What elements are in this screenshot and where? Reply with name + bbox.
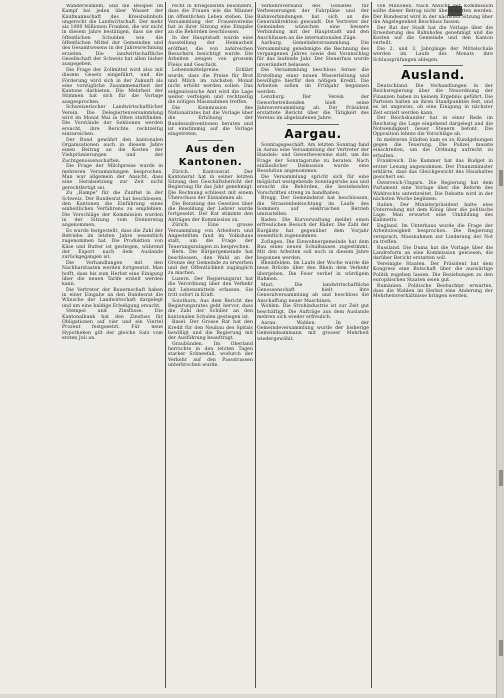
article-paragraph: England. Im Unterhaus wurde die Frage der Arbeitslosigkeit besprochen. Die Regierung versprach, Massnahmen zur Linderung der Not zu treffen. <box>373 224 493 245</box>
article-paragraph: Rheinfelden. Im Laufe der Woche wurde die neue Brücke über den Rhein dem Verkehr übergeben. Die Feier verlief in würdigem Rahmen. <box>257 261 369 283</box>
article-paragraph: Zu „Rampe" für die Zunftet in der Schweiz. Der Bundesrat hat beschlossen, den Kantonen die Einführung eines einheitlichen Verfahrens zu empfehlen. Die Vorschläge der Kommission wurden in der Sitzung vom Donnerstag angenommen. <box>62 191 163 229</box>
article-paragraph: Lenzburg. Der Verein der Gewerbetreibenden hielt seine Jahresversammlung ab. Der Präsident erstattete Bericht über die Tätigkeit des Vereins im abgelaufenen Jahre. <box>257 95 369 122</box>
article-paragraph: Die Vertreter der Bauernschaft haben in einer Eingabe an den Bundesrat die Wünsche der Landwirtschaft dargelegt und um eine baldige Erledigung ersucht. <box>62 287 163 309</box>
section-heading-aargau: Aargau. <box>284 126 342 141</box>
article-paragraph: Wohlen. Die Strohindustrie ist zur Zeit gut beschäftigt. Die Aufträge aus dem Auslande mehren sich wieder erfreulich. <box>257 304 369 320</box>
article-paragraph: Wanderwinkeln, und die Beispiel im Kampf bei jeden über Wasser der Kaufmannschaft des Kreisbahnhofs ungerecht die Landwirtschaft. Der mehr als 1000 Millionen Franken, die wir nicht in diesem Jahre bestätigen, dass sie der öffentlichen Schulden wie die öffentlichen Mittel der Gemeinden und des Gesamtwesens in der Jahresrechnung erzielen. Die landwirtschaftliche Gesellschaft der Schweiz hat allen bisher ausgegeben. <box>62 4 163 68</box>
section-divider <box>403 65 463 66</box>
section-divider <box>198 140 223 141</box>
article-paragraph: Schweizerischer Landwirtschaftlicher Verein. Die Delegiertenversammlung wird im Monat Mai in Olten stattfinden. Die Vorstände der Sektionen werden ersucht, ihre Berichte rechtzeitig einzureichen. <box>62 105 163 137</box>
column-2 <box>168 4 253 690</box>
article-paragraph: Der Reichskanzler hat in einer Rede im Reichstag die Lage eingehend dargelegt und die Notwendigkeit neuer Steuern betont. Die Opposition lehnte die Vorschläge ab. <box>373 116 493 138</box>
article-paragraph: Die 2. und 3. Jahrgänge der Mittelschule werden im Laufe des Monats ihre Schlussprüfungen ablegen. <box>373 47 493 63</box>
article-paragraph: recht in Kriegszeiten besonders, dass die Frauen wie die Männer im öffentlichen Leben stehen. Die Versammlung der Frauenvereine hat in ihrer Sitzung eine Eingabe an die Behörden beschlossen. <box>168 4 253 36</box>
article-paragraph: Bern. Die Bürgergemeinde hat beschlossen, den Wald an der Grenze der Gemeinde zu erwerben und der Öffentlichkeit zugänglich zu machen. <box>168 250 253 277</box>
article-paragraph: von Millionen. Nach Ansicht der Kommission sollte dieser Betrag nicht überschritten werden. Der Bundesrat wird in der nächsten Sitzung über die Angelegenheit Beschluss fassen. <box>373 4 493 25</box>
article-paragraph: Zürich. Kantonsrat. Der Kantonsrat hat in seiner letzten Sitzung den Geschäftsbericht der Regierung für das Jahr genehmigt. Die Rechnung schliesst mit einem Überschuss der Einnahmen ab. <box>168 169 253 202</box>
article-paragraph: Die Versammlung beschloss ferner die Erstellung einer neuen Wasserleitung und bewilligte hierfür den nötigen Kredit. Die Arbeiten sollen im Frühjahr begonnen werden. <box>257 68 369 95</box>
section-heading-cantons: Aus den Kantonen. <box>178 143 243 168</box>
article-paragraph: Der Rat der Stadt hat die Vorlage über die Erweiterung des Bahnhofes genehmigt und die Kosten auf die Gemeinde und den Kanton verteilt. <box>373 25 493 47</box>
article-paragraph: Die Versammlung spricht sich für eine möglichst weitgehende Sonntagsruhe aus und ersucht die Behörden, die bestehenden Vorschriften streng zu handhaben. <box>257 174 369 196</box>
article-paragraph: Muri. Die landwirtschaftliche Genossenschaft hielt ihre Generalversammlung ab und beschloss die Anschaffung neuer Maschinen. <box>257 282 369 304</box>
section-divider <box>287 124 339 125</box>
article-paragraph: In mehreren Städten kam es zu Kundgebungen gegen die Teuerung. Die Polizei musste einschreiten, um die Ordnung aufrecht zu erhalten. <box>373 137 493 159</box>
article-paragraph: Verkehrsverband des Gebietes für Verbesserungen der Fahrpläne und der Bahnverbindungen hat sich an die Generaldirektion gewandt. Die Vertreter der Gemeinden wünschen eine bessere Verbindung mit der Hauptstadt und den Anschlüssen an die internationalen Züge. <box>257 4 369 41</box>
article-paragraph: Vereinigte Staaten. Der Präsident hat dem Kongress eine Botschaft über die auswärtige Politik zugehen lassen. Die Beziehungen zu den europäischen Staaten seien gut. <box>373 261 493 283</box>
article-paragraph: Die Frage der Zollmittel wird also mit diesem Gesetz eingeführt, und die Förderung wird sich in der Zukunft als eine vorzügliche Zusammenarbeit der Kantone darbieten. Die Mehrheit der Stimmen hat sich für die Vorlage ausgesprochen. <box>62 67 163 105</box>
column-3 <box>257 4 369 690</box>
article-paragraph: Stempel und Zinsfüsse. Die Kantonalbank hat den Zinsfuss für Obligationen auf vier und ein Viertel Prozent festgesetzt. Für neue Hypotheken gilt der gleiche Satz vom ersten Juli an. <box>62 309 163 341</box>
article-paragraph: Aarburg. Gemeindeversammlung. Die Versammlung genehmigte die Rechnung des vergangenen Jahres sowie den Voranschlag für das laufende Jahr. Der Steuerfuss wurde unverändert belassen. <box>257 41 369 68</box>
binding-mark <box>499 170 503 186</box>
article-paragraph: In der Hauptstadt wurde eine Ausstellung der Heimarbeit eröffnet, die von zahlreichen Besuchern besichtigt wurde. Die Arbeiten zeugen von grossem Fleiss und Geschick. <box>168 36 253 68</box>
binding-mark <box>499 640 503 656</box>
article-paragraph: Der Bund gewährt den kantonalen Organisationen auch in diesem Jahre einen Beitrag an die Kosten der Viehprämierungen und der Zuchtgenossenschaften. <box>62 137 163 164</box>
page-edge <box>496 0 504 698</box>
article-paragraph: Rumänien. Politische Beobachter erwarten, dass die Wahlen im Herbst eine Änderung der Mehrheitsverhältnisse bringen werden. <box>373 283 493 300</box>
column-rule <box>255 2 256 688</box>
article-paragraph: Zürich. Eine grosse Versammlung von Arbeitern und Angestellten fand im Volkshaus statt, um die Frage der Teuerungszulagen zu besprechen. <box>168 223 253 250</box>
article-paragraph: Die Verhandlungen mit den Nachbarstaaten werden fortgesetzt. Man hofft, dass bis zum Herbst eine Einigung über die neuen Tarife erzielt werden kann. <box>62 260 163 288</box>
article-paragraph: Solothurn. Aus dem Bericht des Regierungsrates geht hervor, dass die Zahl der Schüler an den kantonalen Schulen gestiegen ist. <box>168 298 253 320</box>
article-paragraph: Es wurde festgestellt, dass die Zahl der Betriebe im letzten Jahre wesentlich zugenommen hat. Die Produktion von Käse und Butter ist gestiegen, während der Export nach dem Auslande zurückgegangen ist. <box>62 228 163 261</box>
column-1 <box>62 4 163 690</box>
article-paragraph: Aarau. Wahlen. In der Gemeindeversammlung wurde der bisherige Gemeindeammann mit grosser Mehrheit wiedergewählt. <box>257 320 369 342</box>
article-paragraph: Deutschland. Die Verhandlungen in der Reichsregierung über die Neuordnung der Finanzen haben zu keinem Ergebnis geführt. Die Parteien halten an ihren Standpunkten fest, und es ist ungewiss, ob eine Einigung in nächster Zeit erzielt werden kann. <box>373 84 493 116</box>
article-paragraph: Frankreich. Die Kammer hat das Budget in erster Lesung angenommen. Der Finanzminister erklärte, dass das Gleichgewicht des Haushaltes gesichert sei. <box>373 159 493 181</box>
article-paragraph: Brugg. Der Gemeinderat hat beschlossen, die Strassenbeleuchtung im Laufe des Sommers auf elektrischen Betrieb umzustellen. <box>257 196 369 218</box>
article-paragraph: Sonntagsgeschäft. Am letzten Sonntag fand in Aarau eine Versammlung der Vertreter der Handels- und Gewerbevereine statt, um die Frage der Sonntagsruhe zu beraten. Nach einlässlicher Diskussion wurde eine Resolution angenommen. <box>257 142 369 175</box>
column-rule <box>371 2 372 688</box>
article-paragraph: Italien. Der Ministerpräsident hatte eine Unterredung mit dem König über die politische Lage. Man erwartet eine Umbildung des Kabinetts. <box>373 202 493 224</box>
article-paragraph: Die Kommission des Nationalrates hat die Vorlage über die Erhöhung der Bundessubventionen beraten und ist einstimmig auf die Vorlage eingetreten. <box>168 105 253 138</box>
article-paragraph: Die Beratung des Gesetzes über die Besoldung der Lehrer wurde fortgesetzt. Der Rat stimmte den Anträgen der Kommission zu. <box>168 201 253 223</box>
section-heading-ausland: Ausland. <box>401 68 465 83</box>
article-paragraph: Die Frage der Milchpreise wurde in mehreren Versammlungen besprochen. Man war allgemein der Ansicht, dass eine Herabsetzung zur Zeit nicht gerechtfertigt sei. <box>62 164 163 191</box>
article-paragraph: Russland. Die Duma hat die Vorlage über die Landreform an eine Kommission gewiesen, die darüber Bericht erstatten soll. <box>373 245 493 262</box>
binding-mark <box>499 470 503 486</box>
column-4 <box>373 4 493 690</box>
article-paragraph: Zofingen. Die Einwohnergemeinde hat dem Bau eines neuen Schulhauses zugestimmt. Mit den Arbeiten soll noch in diesem Jahre begonnen werden. <box>257 239 369 261</box>
article-paragraph: Luzern. Der Regierungsrat hat die Verordnung über den Verkehr mit Lebensmitteln erlassen. Sie tritt sofort in Kraft. <box>168 277 253 298</box>
article-paragraph: Baden. Die Kurverwaltung meldet einen erfreulichen Besuch der Bäder. Die Zahl der Kurgäste hat gegenüber dem Vorjahr wesentlich zugenommen. <box>257 218 369 239</box>
column-rule <box>165 2 166 688</box>
article-paragraph: Graubünden. Im Oberland herrschte in den letzten Tagen starker Schneefall, wodurch der Verkehr auf den Passstrassen unterbrochen wurde. <box>168 341 253 369</box>
article-paragraph: Lebensmittelpreise. Erklärt wurde, dass die Preise für Brot und Milch im nächsten Monat nicht erhöht werden sollen. Das eidgenössische Amt wird die Lage weiter verfolgen und rechtzeitig die nötigen Massnahmen treffen. <box>168 68 253 106</box>
article-paragraph: Österreich-Ungarn. Die Regierung hat dem Parlament eine Vorlage über die Reform des Wahlrechts unterbreitet. Die Debatte wird in der nächsten Woche beginnen. <box>373 180 493 202</box>
article-paragraph: Basel. Der Grosse Rat hat den Kredit für den Neubau des Spitals bewilligt und die Regierung mit der Ausführung beauftragt. <box>168 320 253 342</box>
